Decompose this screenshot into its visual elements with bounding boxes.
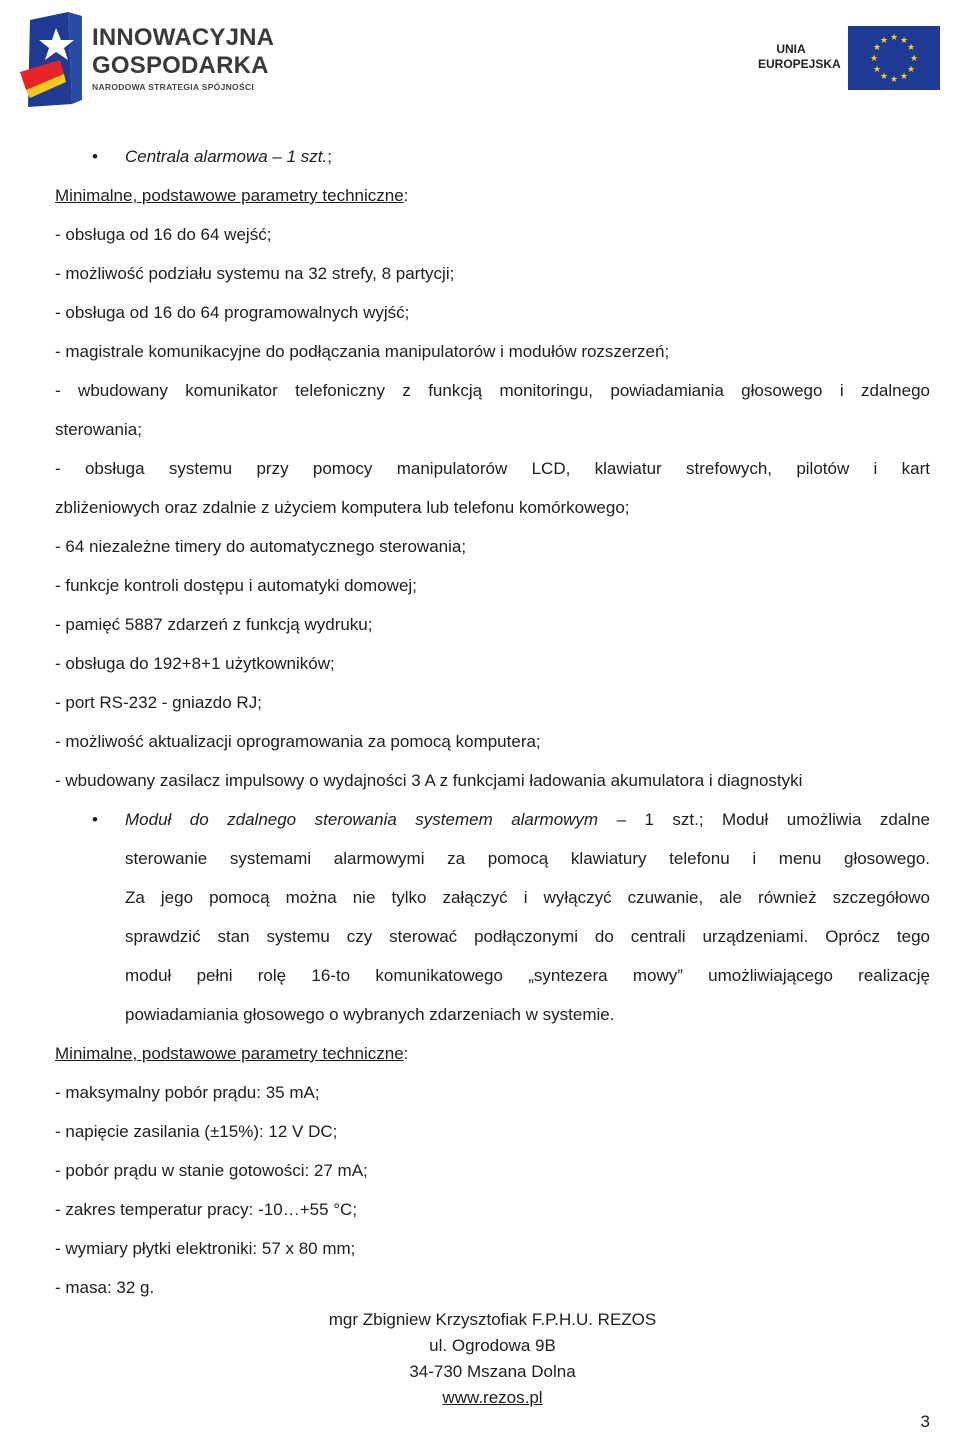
section1-heading-text: Minimalne, podstawowe parametry techniczne: [55, 186, 404, 205]
svg-text:★: ★: [879, 72, 889, 82]
svg-text:★: ★: [872, 43, 882, 53]
spec-line: - wbudowany zasilacz impulsowy o wydajności 3 A z funkcjami ładowania akumulatora i diagnostyki: [55, 771, 803, 790]
section1-heading: [55, 176, 930, 215]
bullet-modul-line: moduł pełni rolę 16-to komunikatowego „syntezera mowy” umożliwiającego realizację: [125, 966, 930, 985]
spec-line: - pamięć 5887 zdarzeń z funkcją wydruku;: [55, 615, 373, 634]
spec-line: - pobór prądu w stanie gotowości: 27 mA;: [55, 1161, 368, 1180]
bullet-centrala-tail: ;: [327, 147, 332, 166]
spec-line: - obsługa systemu przy pomocy manipulatorów LCD, klawiatur strefowych, pilotów i kart: [55, 459, 930, 478]
bullet-centrala: [55, 137, 930, 176]
bullet-modul-title: Moduł do zdalnego sterowania systemem alarmowym: [125, 810, 599, 829]
svg-text:★: ★: [899, 36, 909, 46]
bullet-modul: [55, 800, 930, 839]
bullet-modul-rest: – 1 szt.; Moduł umożliwia zdalne: [616, 810, 930, 829]
footer-website-link[interactable]: www.rezos.pl: [442, 1388, 543, 1407]
spec-line: - obsługa od 16 do 64 programowalnych wyjść;: [55, 303, 410, 322]
spec-line: - magistrale komunikacyjne do podłączania manipulatorów i modułów rozszerzeń;: [55, 342, 670, 361]
svg-text:★: ★: [909, 54, 919, 64]
ig-line2: GOSPODARKA: [92, 52, 269, 79]
svg-text:★: ★: [906, 43, 916, 53]
spec-line: - maksymalny pobór prądu: 35 mA;: [55, 1083, 320, 1102]
eu-flag-icon: [848, 26, 940, 90]
section2-heading: [55, 1034, 930, 1073]
spec-line: - możliwość podziału systemu na 32 strefy, 8 partycji;: [55, 264, 455, 283]
spec-line: - zakres temperatur pracy: -10…+55 °C;: [55, 1200, 358, 1219]
ue-line2: EUROPEJSKA: [758, 57, 841, 71]
svg-text:★: ★: [889, 75, 899, 85]
page-number: 3: [920, 1412, 930, 1431]
section2-heading-tail: :: [403, 1044, 409, 1063]
svg-text:★: ★: [906, 65, 916, 75]
unia-europejska-logo: [752, 22, 942, 94]
svg-text:★: ★: [879, 36, 889, 46]
spec-line: - masa: 32 g.: [55, 1278, 155, 1297]
spec-line: - obsługa od 16 do 64 wejść;: [55, 225, 272, 244]
spec-line: - port RS-232 - gniazdo RJ;: [55, 693, 262, 712]
page-header: [0, 0, 960, 125]
bullet-icon: •: [92, 147, 98, 166]
spec-line: zbliżeniowych oraz zdalnie z użyciem komputera lub telefonu komórkowego;: [55, 498, 630, 517]
innowacyjna-gospodarka-logo: [20, 12, 295, 107]
spec-line: - funkcje kontroli dostępu i automatyki domowej;: [55, 576, 417, 595]
bullet-modul-line: sterowanie systemami alarmowymi za pomocą klawiatury telefonu i menu głosowego.: [125, 849, 930, 868]
eu-stars-icon: [848, 26, 940, 90]
spec-line: - 64 niezależne timery do automatycznego sterowania;: [55, 537, 467, 556]
page-footer: [0, 1307, 960, 1411]
svg-text:★: ★: [869, 54, 879, 64]
svg-text:★: ★: [872, 65, 882, 75]
spec-line: - obsługa do 192+8+1 użytkowników;: [55, 654, 335, 673]
section2-heading-text: Minimalne, podstawowe parametry techniczne: [55, 1044, 404, 1063]
spec-line: - wbudowany komunikator telefoniczny z funkcją monitoringu, powiadamiania głosowego i zdalnego: [55, 381, 930, 400]
ue-label: [758, 42, 841, 72]
footer-city: 34-730 Mszana Dolna: [409, 1362, 576, 1381]
spec-line: - możliwość aktualizacji oprogramowania za pomocą komputera;: [55, 732, 541, 751]
bullet-modul-line: sprawdzić stan systemu czy sterować podłączonymi do centrali urządzeniami. Oprócz tego: [125, 927, 930, 946]
svg-text:★: ★: [899, 72, 909, 82]
spec-line: sterowania;: [55, 420, 142, 439]
ig-emblem-icon: [20, 12, 90, 107]
spec-line: - wymiary płytki elektroniki: 57 x 80 mm;: [55, 1239, 356, 1258]
footer-street: ul. Ogrodowa 9B: [429, 1336, 556, 1355]
document-body: [55, 137, 930, 1307]
ig-subtitle: NARODOWA STRATEGIA SPÓJNOŚCI: [92, 82, 255, 92]
ig-line1: INNOWACYJNA: [92, 24, 275, 51]
ue-line1: UNIA: [776, 42, 806, 56]
footer-company: mgr Zbigniew Krzysztofiak F.P.H.U. REZOS: [328, 1310, 657, 1329]
bullet-modul-line: powiadamiania głosowego o wybranych zdarzeniach w systemie.: [125, 1005, 615, 1024]
spec-line: - napięcie zasilania (±15%): 12 V DC;: [55, 1122, 338, 1141]
svg-text:★: ★: [889, 33, 899, 43]
section1-heading-tail: :: [403, 186, 409, 205]
bullet-centrala-text: Centrala alarmowa – 1 szt.: [125, 147, 328, 166]
bullet-modul-line: Za jego pomocą można nie tylko załączyć i wyłączyć czuwanie, ale również szczegółowo: [125, 888, 930, 907]
bullet-icon: •: [92, 810, 98, 829]
